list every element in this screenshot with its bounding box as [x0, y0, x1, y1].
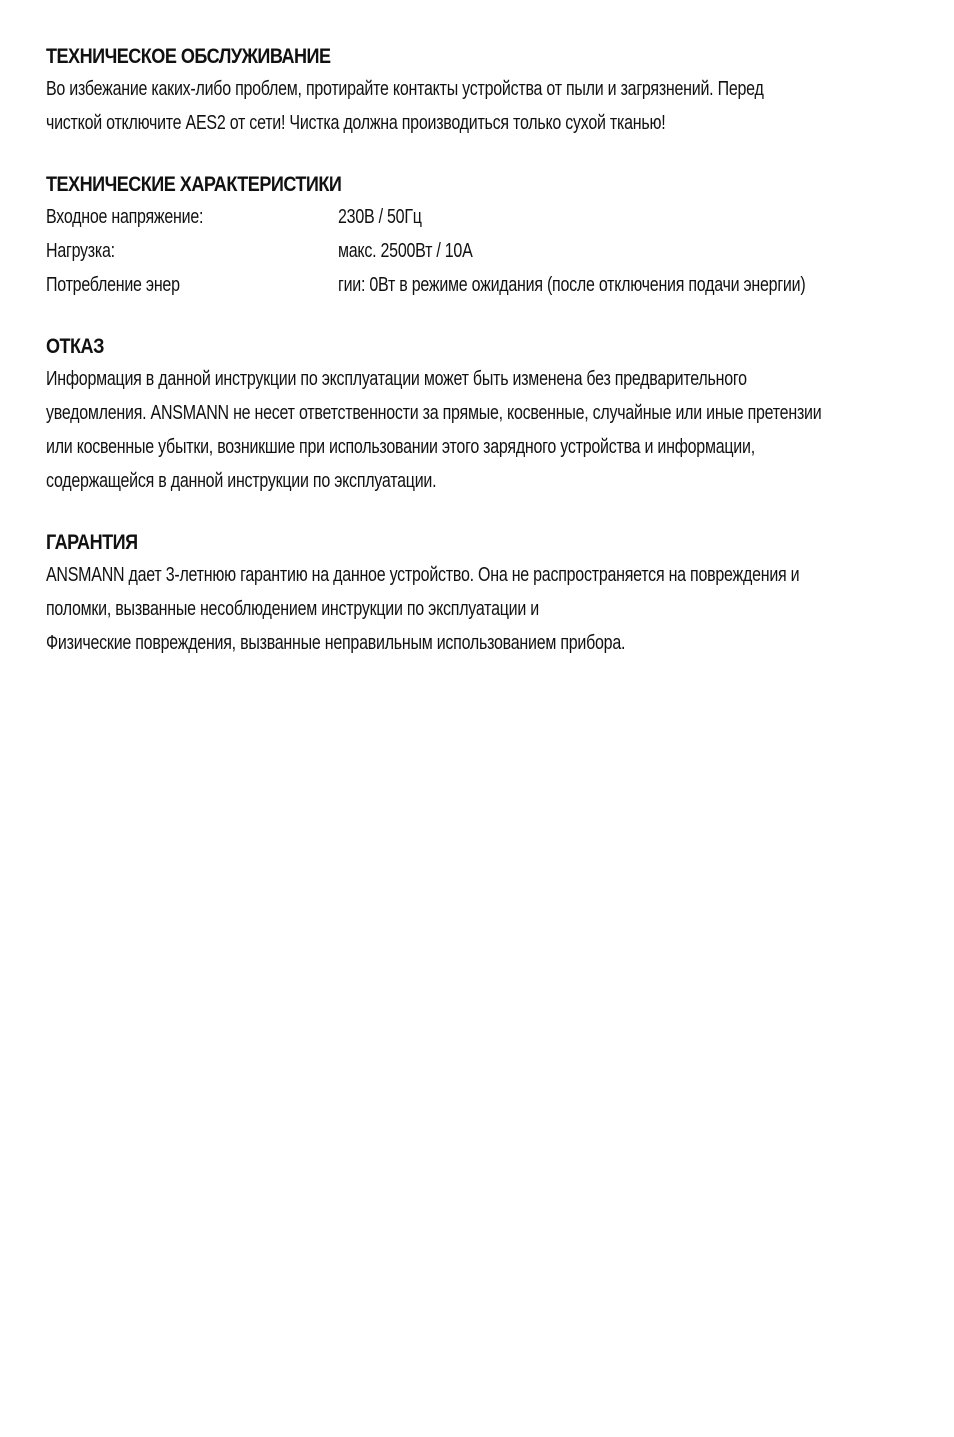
text-line: поломки, вызванные несоблюдением инструкции по эксплуатации и [46, 598, 539, 620]
section-maintenance [46, 42, 916, 140]
spec-label: Потребление энер [46, 274, 180, 296]
section-disclaimer [46, 332, 916, 498]
text-line: Физические повреждения, вызванные неправильным использованием прибора. [46, 632, 626, 654]
document-page [46, 42, 916, 690]
disclaimer-paragraph [46, 362, 916, 498]
maintenance-paragraph [46, 72, 916, 140]
maintenance-heading: ТЕХНИЧЕСКОЕ ОБСЛУЖИВАНИЕ [46, 45, 331, 68]
spec-row-input-voltage [46, 200, 916, 234]
text-line: Информация в данной инструкции по эксплуатации может быть изменена без предварительного [46, 368, 747, 390]
spec-label: Входное напряжение: [46, 206, 204, 228]
spec-label: Нагрузка: [46, 240, 115, 262]
text-line: уведомления. ANSMANN не несет ответственности за прямые, косвенные, случайные или иные претензии [46, 402, 822, 424]
warranty-heading: ГАРАНТИЯ [46, 531, 138, 554]
spec-value: 230В / 50Гц [338, 206, 422, 228]
disclaimer-heading: ОТКАЗ [46, 335, 104, 358]
specs-heading: ТЕХНИЧЕСКИЕ ХАРАКТЕРИСТИКИ [46, 173, 342, 196]
spec-value: макс. 2500Вт / 10А [338, 240, 473, 262]
text-line: или косвенные убытки, возникшие при использовании этого зарядного устройства и информации, [46, 436, 755, 458]
warranty-paragraph [46, 558, 916, 660]
text-line: ANSMANN дает 3-летнюю гарантию на данное устройство. Она не распространяется на повреждения и [46, 564, 800, 586]
text-line: чисткой отключите AES2 от сети! Чистка должна производиться только сухой тканью! [46, 112, 666, 134]
spec-row-load [46, 234, 916, 268]
text-line: содержащейся в данной инструкции по эксплуатации. [46, 470, 437, 492]
text-line: Во избежание каких-либо проблем, протирайте контакты устройства от пыли и загрязнений. Перед [46, 78, 764, 100]
section-specs [46, 170, 916, 302]
spec-value: гии: 0Вт в режиме ожидания (после отключения подачи энергии) [338, 274, 806, 296]
spec-row-consumption [46, 268, 916, 302]
section-warranty [46, 528, 916, 660]
